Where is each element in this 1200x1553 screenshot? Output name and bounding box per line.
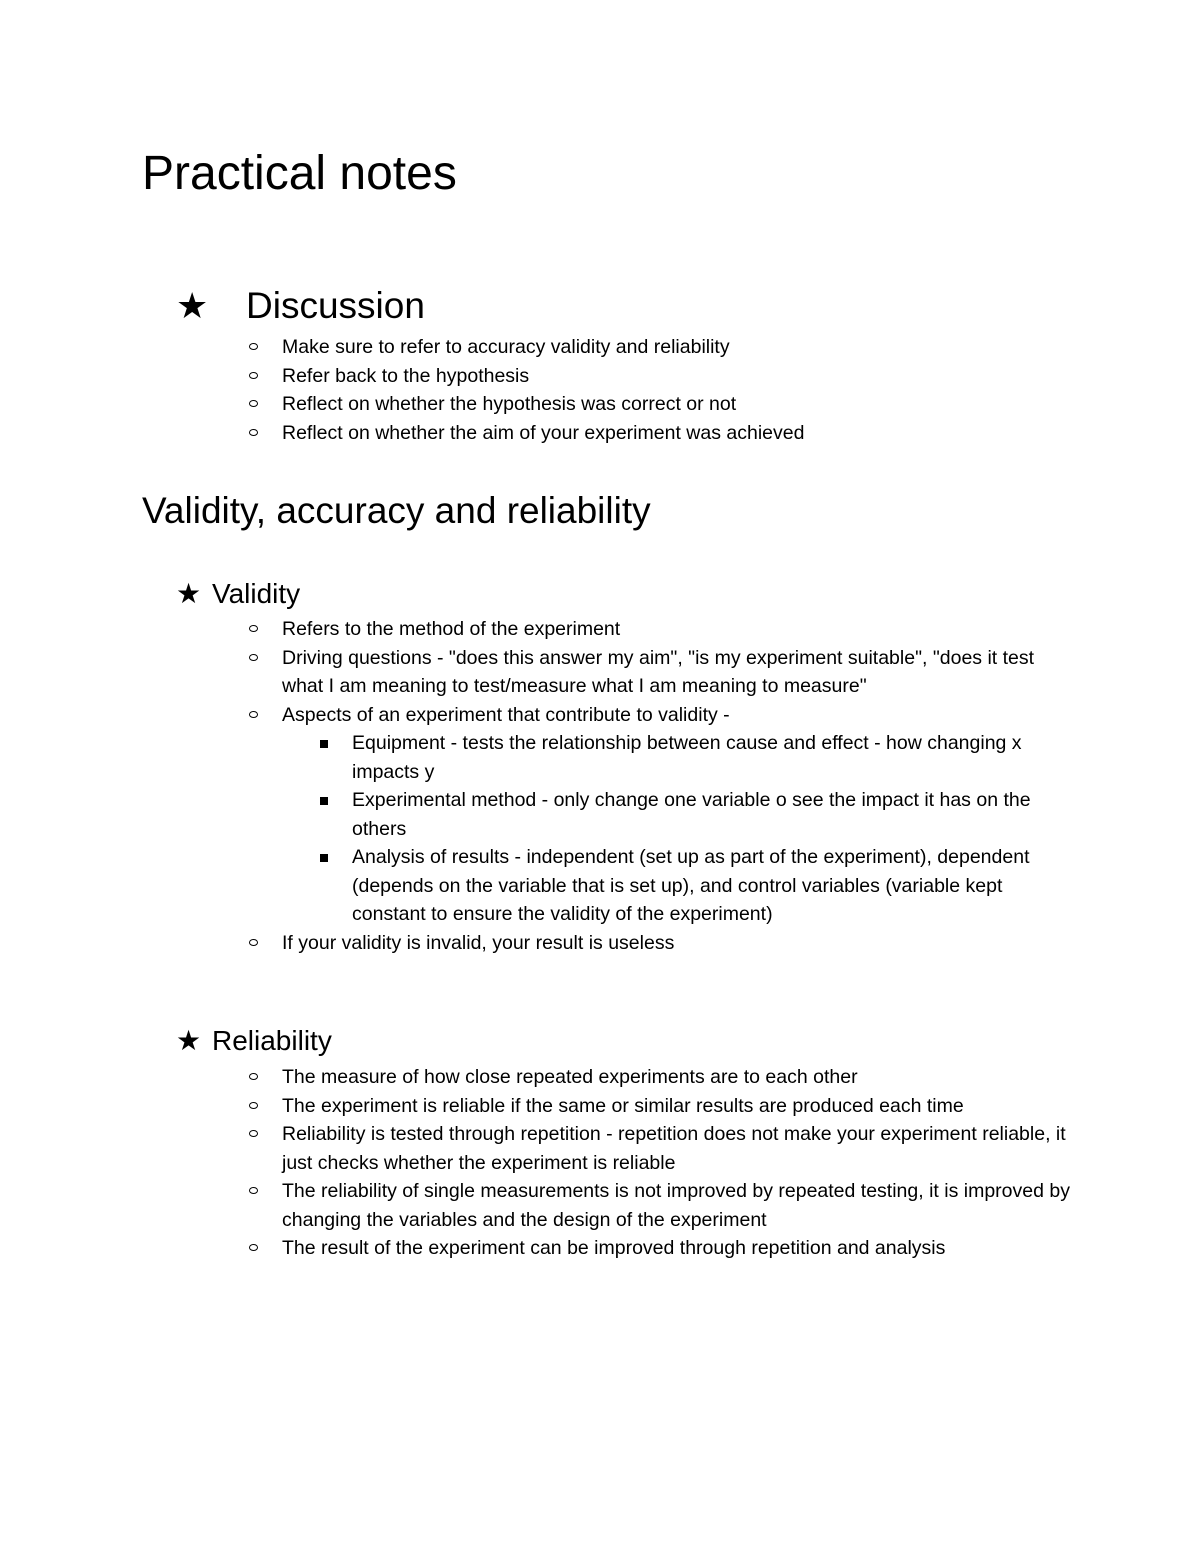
hollow-circle-icon — [249, 1130, 258, 1137]
validity-heading — [176, 577, 300, 611]
hollow-circle-icon — [249, 400, 258, 407]
star-icon: ★ — [176, 578, 202, 609]
hollow-circle-icon — [249, 372, 258, 379]
list-item: Refer back to the hypothesis — [0, 362, 1072, 391]
filled-square-icon — [320, 854, 328, 862]
hollow-circle-icon — [249, 711, 258, 718]
list-item: The measure of how close repeated experiments are to each other — [0, 1063, 1072, 1092]
reliability-heading — [176, 1024, 332, 1058]
hollow-circle-icon — [249, 939, 258, 946]
discussion-heading-text: Discussion — [246, 285, 425, 326]
discussion-heading — [176, 284, 425, 328]
sublist-item: Equipment - tests the relationship between cause and effect - how changing x impacts y — [282, 729, 1052, 786]
list-item: The result of the experiment can be improved through repetition and analysis — [0, 1234, 1072, 1263]
hollow-circle-icon — [249, 1073, 258, 1080]
list-item: Reflect on whether the aim of your experiment was achieved — [0, 419, 1072, 448]
list-item: The reliability of single measurements is not improved by repeated testing, it is improved by changing the variables and the design of the experiment — [0, 1177, 1072, 1234]
list-item: Aspects of an experiment that contribute to validity - Equipment - tests the relationship between cause and effect - how changing x impacts y Experimental method - only change one variable o see the impact it has on the others Analysis of results - independent (set up as part of the experiment), dependent (depends on the variable that is set up), and control variables (variable kept constant to ensure the validity of the experiment) — [0, 701, 1072, 929]
list-item: Reflect on whether the hypothesis was correct or not — [0, 390, 1072, 419]
list-item: If your validity is invalid, your result is useless — [0, 929, 1072, 958]
list-item: Refers to the method of the experiment — [0, 615, 1072, 644]
section-heading: Validity, accuracy and reliability — [142, 490, 651, 531]
aspects-sublist — [282, 729, 1072, 929]
list-item: Reliability is tested through repetition - repetition does not make your experiment reliable, it just checks whether the experiment is reliable — [0, 1120, 1072, 1177]
filled-square-icon — [320, 740, 328, 748]
validity-heading-text: Validity — [212, 578, 301, 609]
filled-square-icon — [320, 797, 328, 805]
reliability-heading-text: Reliability — [212, 1025, 332, 1056]
hollow-circle-icon — [249, 654, 258, 661]
hollow-circle-icon — [249, 1187, 258, 1194]
reliability-list — [0, 1063, 1200, 1263]
list-item: Driving questions - "does this answer my aim", "is my experiment suitable", "does it test what I am meaning to test/measure what I am meaning to measure" — [0, 644, 1072, 701]
list-item: Make sure to refer to accuracy validity and reliability — [0, 333, 1072, 362]
hollow-circle-icon — [249, 343, 258, 350]
sublist-item: Experimental method - only change one variable o see the impact it has on the others — [282, 786, 1052, 843]
hollow-circle-icon — [249, 625, 258, 632]
validity-list — [0, 615, 1200, 957]
hollow-circle-icon — [249, 1244, 258, 1251]
page-title: Practical notes — [142, 147, 457, 200]
star-icon: ★ — [176, 1025, 202, 1056]
star-icon: ★ — [176, 285, 209, 326]
discussion-list — [0, 333, 1200, 447]
hollow-circle-icon — [249, 429, 258, 436]
sublist-item: Analysis of results - independent (set up as part of the experiment), dependent (depends on the variable that is set up), and control variables (variable kept constant to ensure the validity of the experiment) — [282, 843, 1052, 929]
hollow-circle-icon — [249, 1102, 258, 1109]
list-item: The experiment is reliable if the same or similar results are produced each time — [0, 1092, 1072, 1121]
